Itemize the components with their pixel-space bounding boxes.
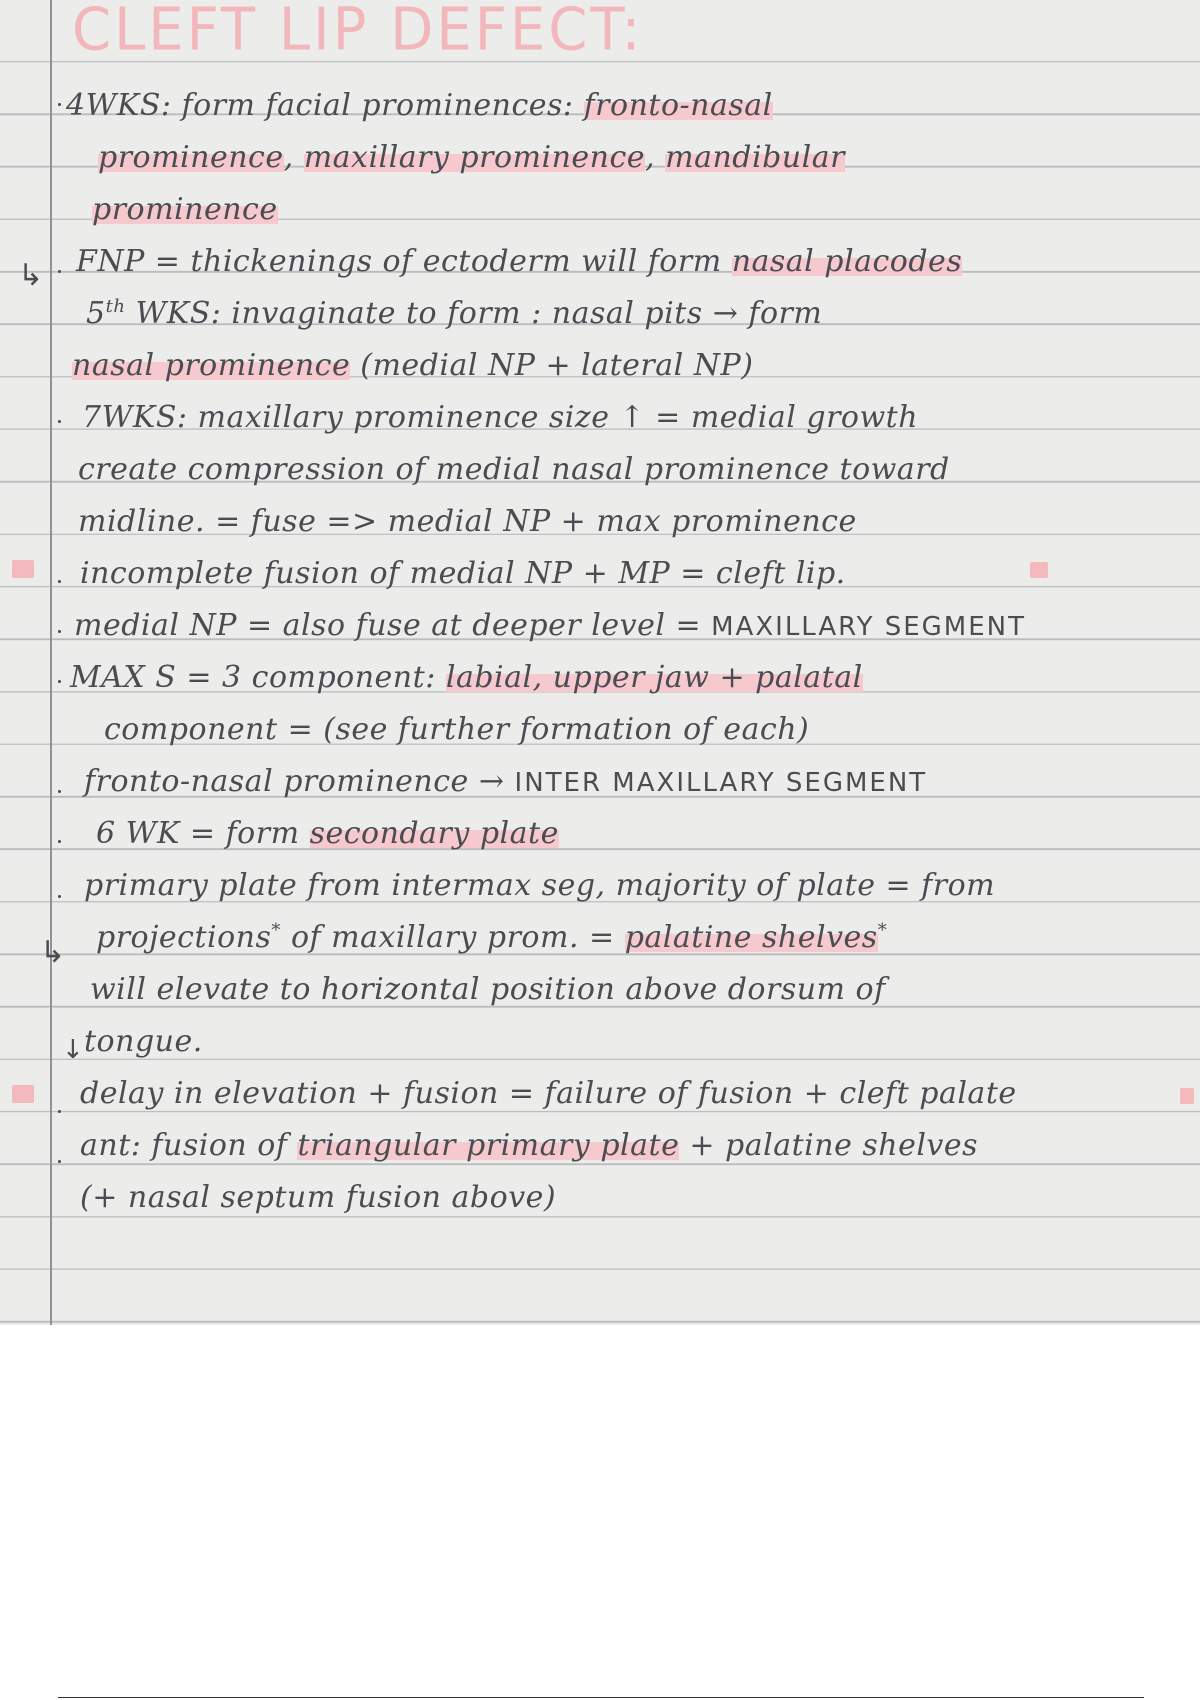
curved-arrow-icon: ↳ bbox=[18, 258, 44, 293]
highlight-marker bbox=[1030, 562, 1048, 578]
margin-line bbox=[50, 0, 52, 1325]
bullet bbox=[58, 420, 61, 423]
note-line: ant: fusion of triangular primary plate + palatine shelves bbox=[80, 1128, 979, 1163]
note-line: fronto-nasal prominence → INTER MAXILLARY SEGMENT bbox=[84, 764, 928, 799]
note-line: delay in elevation + fusion = failure of fusion + cleft palate bbox=[80, 1076, 1017, 1111]
note-line: incomplete fusion of medial NP + MP = cleft lip. bbox=[80, 556, 846, 591]
bullet bbox=[58, 580, 61, 583]
note-line: MAX S = 3 component: labial, upper jaw + palatal bbox=[70, 660, 863, 695]
curved-arrow-icon: ↳ bbox=[40, 935, 66, 970]
bullet bbox=[58, 895, 61, 898]
note-line: 7WKS: maxillary prominence size ↑ = medial growth bbox=[82, 400, 919, 435]
bullet bbox=[58, 1110, 61, 1113]
highlight-marker bbox=[12, 1085, 34, 1103]
note-line: create compression of medial nasal prominence toward bbox=[78, 452, 950, 487]
bullet bbox=[58, 840, 61, 843]
footer-rule bbox=[58, 1697, 1144, 1698]
highlight-marker bbox=[1180, 1088, 1194, 1104]
note-line: nasal prominence (medial NP + lateral NP) bbox=[72, 348, 754, 383]
bullet bbox=[58, 680, 61, 683]
highlight-marker bbox=[12, 560, 34, 578]
note-line: 5th WKS: invaginate to form : nasal pits → form bbox=[86, 296, 823, 331]
note-line: projections* of maxillary prom. = palatine shelves* bbox=[96, 920, 888, 955]
note-line: component = (see further formation of each) bbox=[104, 712, 810, 747]
down-arrow-icon: ↓ bbox=[62, 1035, 84, 1065]
bullet bbox=[58, 103, 61, 106]
bullet bbox=[58, 1160, 61, 1163]
note-line: midline. = fuse => medial NP + max prominence bbox=[78, 504, 857, 539]
note-line: 6 WK = form secondary plate bbox=[96, 816, 559, 851]
note-line: prominence bbox=[92, 192, 278, 227]
bullet bbox=[58, 630, 61, 633]
note-line: 4WKS: form facial prominences: fronto-nasal bbox=[66, 88, 773, 123]
page-title: CLEFT LIP DEFECT: bbox=[72, 0, 644, 65]
bullet bbox=[58, 270, 61, 273]
note-line: medial NP = also fuse at deeper level = MAXILLARY SEGMENT bbox=[74, 608, 1026, 643]
note-line: primary plate from intermax seg, majority of plate = from bbox=[84, 868, 996, 903]
note-line: FNP = thickenings of ectoderm will form nasal placodes bbox=[76, 244, 963, 279]
note-line: tongue. bbox=[84, 1024, 203, 1059]
note-line: prominence, maxillary prominence, mandibular bbox=[98, 140, 845, 175]
note-line: (+ nasal septum fusion above) bbox=[80, 1180, 557, 1215]
bullet bbox=[58, 790, 61, 793]
note-line: will elevate to horizontal position above dorsum of bbox=[90, 972, 886, 1007]
